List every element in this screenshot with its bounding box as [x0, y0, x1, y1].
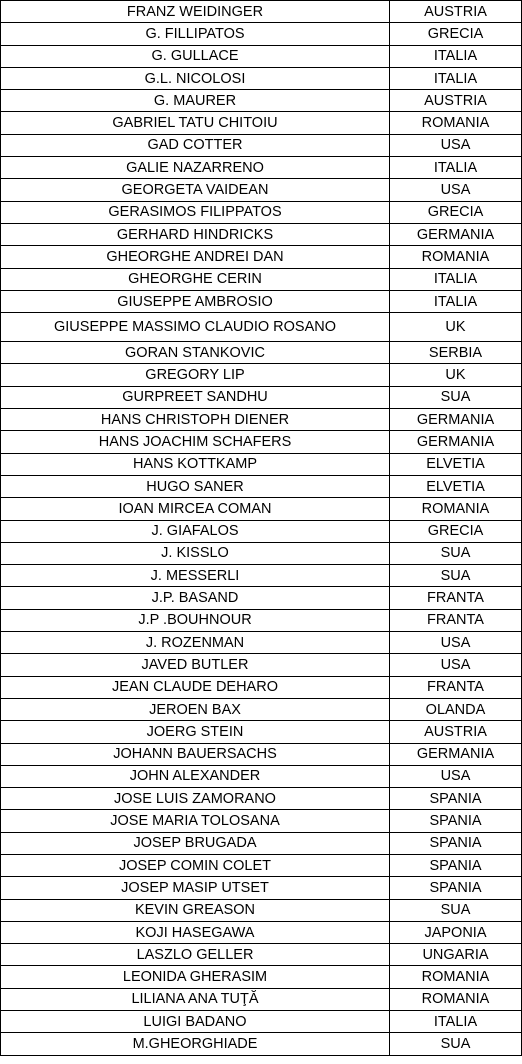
country-cell: ITALIA — [390, 290, 522, 312]
table-row — [1, 587, 522, 609]
country-cell: UK — [390, 313, 522, 342]
table-row — [1, 765, 522, 787]
name-cell: GURPREET SANDHU — [1, 386, 390, 408]
table-row — [1, 609, 522, 631]
table-row — [1, 45, 522, 67]
table-row — [1, 246, 522, 268]
table-row — [1, 364, 522, 386]
table-row — [1, 676, 522, 698]
country-cell: USA — [390, 654, 522, 676]
country-cell: SUA — [390, 542, 522, 564]
table-row — [1, 475, 522, 497]
country-cell: FRANTA — [390, 609, 522, 631]
country-cell: SUA — [390, 386, 522, 408]
country-cell: ROMANIA — [390, 966, 522, 988]
name-cell: IOAN MIRCEA COMAN — [1, 498, 390, 520]
table-row — [1, 832, 522, 854]
country-cell: GRECIA — [390, 520, 522, 542]
table-row — [1, 854, 522, 876]
name-cell: JAVED BUTLER — [1, 654, 390, 676]
table-row — [1, 542, 522, 564]
name-cell: LILIANA ANA TUŢĂ — [1, 988, 390, 1010]
name-cell: JOSE LUIS ZAMORANO — [1, 788, 390, 810]
name-cell: LEONIDA GHERASIM — [1, 966, 390, 988]
country-cell: ITALIA — [390, 67, 522, 89]
country-cell: GERMANIA — [390, 223, 522, 245]
table-row — [1, 944, 522, 966]
table-row — [1, 67, 522, 89]
country-cell: SPANIA — [390, 832, 522, 854]
country-cell: ROMANIA — [390, 988, 522, 1010]
table-row — [1, 290, 522, 312]
table-row — [1, 810, 522, 832]
name-cell: LUIGI BADANO — [1, 1011, 390, 1033]
name-cell: JOSE MARIA TOLOSANA — [1, 810, 390, 832]
name-cell: J. MESSERLI — [1, 565, 390, 587]
name-cell: GERHARD HINDRICKS — [1, 223, 390, 245]
name-cell: FRANZ WEIDINGER — [1, 1, 390, 23]
name-cell: G.L. NICOLOSI — [1, 67, 390, 89]
country-cell: GERMANIA — [390, 431, 522, 453]
country-cell: SPANIA — [390, 877, 522, 899]
country-cell: SPANIA — [390, 788, 522, 810]
name-cell: GHEORGHE CERIN — [1, 268, 390, 290]
table-row — [1, 23, 522, 45]
name-cell: GHEORGHE ANDREI DAN — [1, 246, 390, 268]
table-row — [1, 1033, 522, 1055]
name-cell: GEORGETA VAIDEAN — [1, 179, 390, 201]
country-cell: ITALIA — [390, 1011, 522, 1033]
name-cell: GREGORY LIP — [1, 364, 390, 386]
table-row — [1, 498, 522, 520]
table-row — [1, 409, 522, 431]
table-body — [1, 1, 522, 1056]
country-cell: AUSTRIA — [390, 721, 522, 743]
table-row — [1, 788, 522, 810]
table-row — [1, 453, 522, 475]
table-row — [1, 112, 522, 134]
table-row — [1, 877, 522, 899]
table-row — [1, 313, 522, 342]
country-cell: GRECIA — [390, 23, 522, 45]
name-cell: G. GULLACE — [1, 45, 390, 67]
country-cell: AUSTRIA — [390, 90, 522, 112]
country-cell: GERMANIA — [390, 743, 522, 765]
country-cell: ROMANIA — [390, 498, 522, 520]
country-cell: SUA — [390, 899, 522, 921]
name-cell: GERASIMOS FILIPPATOS — [1, 201, 390, 223]
country-cell: SUA — [390, 1033, 522, 1055]
name-cell: J. GIAFALOS — [1, 520, 390, 542]
country-cell: ELVETIA — [390, 475, 522, 497]
name-cell: JOSEP BRUGADA — [1, 832, 390, 854]
country-cell: USA — [390, 179, 522, 201]
country-cell: SPANIA — [390, 810, 522, 832]
table-row — [1, 223, 522, 245]
table-row — [1, 1, 522, 23]
table-row — [1, 654, 522, 676]
country-cell: SPANIA — [390, 854, 522, 876]
country-cell: USA — [390, 765, 522, 787]
country-cell: ITALIA — [390, 268, 522, 290]
name-cell: J. KISSLO — [1, 542, 390, 564]
name-cell: J.P. BASAND — [1, 587, 390, 609]
country-cell: UNGARIA — [390, 944, 522, 966]
table-row — [1, 431, 522, 453]
name-cell: J. ROZENMAN — [1, 632, 390, 654]
name-cell: G. FILLIPATOS — [1, 23, 390, 45]
name-cell: GALIE NAZARRENO — [1, 157, 390, 179]
name-cell: GIUSEPPE AMBROSIO — [1, 290, 390, 312]
country-cell: FRANTA — [390, 587, 522, 609]
table-row — [1, 632, 522, 654]
name-cell: GABRIEL TATU CHITOIU — [1, 112, 390, 134]
table-row — [1, 721, 522, 743]
name-cell: GAD COTTER — [1, 134, 390, 156]
name-cell: GORAN STANKOVIC — [1, 342, 390, 364]
country-cell: UK — [390, 364, 522, 386]
table-row — [1, 157, 522, 179]
table-row — [1, 520, 522, 542]
table-row — [1, 201, 522, 223]
country-cell: SUA — [390, 565, 522, 587]
country-cell: ITALIA — [390, 45, 522, 67]
name-cell: KOJI HASEGAWA — [1, 921, 390, 943]
country-cell: OLANDA — [390, 698, 522, 720]
name-cell: HANS JOACHIM SCHAFERS — [1, 431, 390, 453]
name-cell: JEROEN BAX — [1, 698, 390, 720]
table-row — [1, 342, 522, 364]
table-row — [1, 988, 522, 1010]
table-row — [1, 1011, 522, 1033]
table-row — [1, 966, 522, 988]
table-row — [1, 268, 522, 290]
country-cell: AUSTRIA — [390, 1, 522, 23]
table-row — [1, 179, 522, 201]
country-cell: GRECIA — [390, 201, 522, 223]
table-row — [1, 386, 522, 408]
country-cell: ROMANIA — [390, 246, 522, 268]
table-row — [1, 134, 522, 156]
name-cell: G. MAURER — [1, 90, 390, 112]
name-cell: JOHANN BAUERSACHS — [1, 743, 390, 765]
name-cell: HANS KOTTKAMP — [1, 453, 390, 475]
table-row — [1, 90, 522, 112]
name-cell: JOERG STEIN — [1, 721, 390, 743]
name-cell: LASZLO GELLER — [1, 944, 390, 966]
name-cell: JOHN ALEXANDER — [1, 765, 390, 787]
name-cell: HANS CHRISTOPH DIENER — [1, 409, 390, 431]
name-cell: HUGO SANER — [1, 475, 390, 497]
country-cell: GERMANIA — [390, 409, 522, 431]
name-cell: JOSEP MASIP UTSET — [1, 877, 390, 899]
name-cell: JEAN CLAUDE DEHARO — [1, 676, 390, 698]
country-cell: ITALIA — [390, 157, 522, 179]
country-cell: FRANTA — [390, 676, 522, 698]
table-row — [1, 899, 522, 921]
country-cell: ELVETIA — [390, 453, 522, 475]
country-cell: SERBIA — [390, 342, 522, 364]
name-cell: GIUSEPPE MASSIMO CLAUDIO ROSANO — [1, 313, 390, 342]
table-row — [1, 565, 522, 587]
country-cell: JAPONIA — [390, 921, 522, 943]
name-cell: JOSEP COMIN COLET — [1, 854, 390, 876]
table-row — [1, 698, 522, 720]
country-cell: USA — [390, 134, 522, 156]
name-cell: J.P .BOUHNOUR — [1, 609, 390, 631]
country-cell: USA — [390, 632, 522, 654]
table-row — [1, 921, 522, 943]
name-cell: KEVIN GREASON — [1, 899, 390, 921]
table-row — [1, 743, 522, 765]
name-cell: M.GHEORGHIADE — [1, 1033, 390, 1055]
country-cell: ROMANIA — [390, 112, 522, 134]
